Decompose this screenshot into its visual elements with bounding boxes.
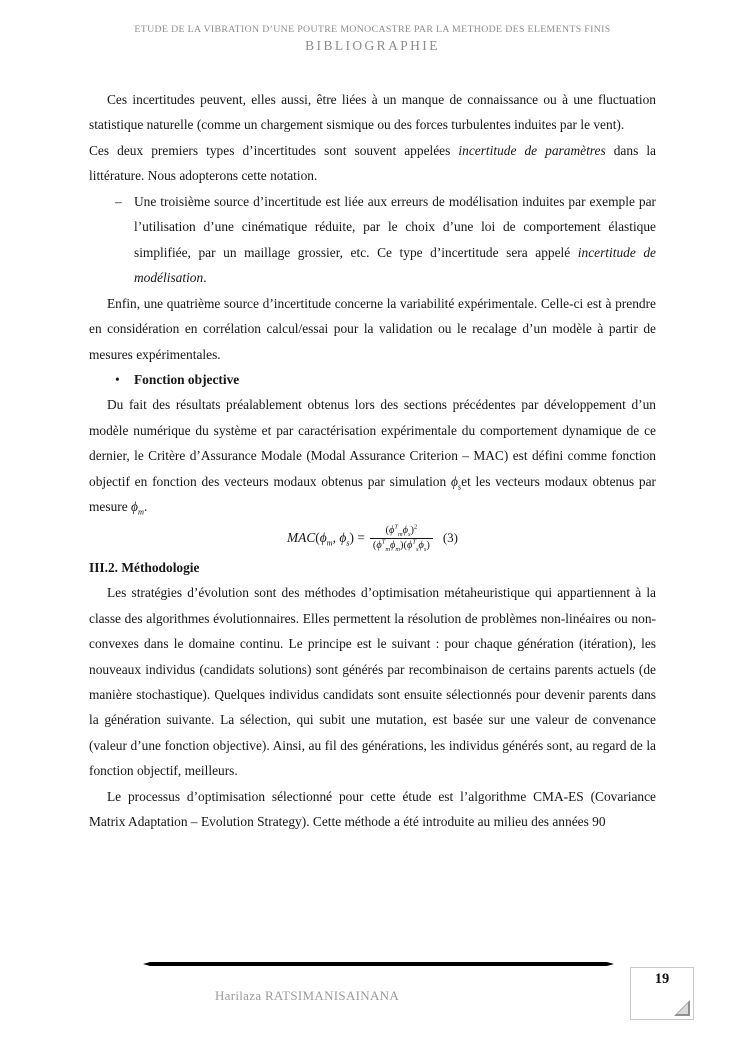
folded-corner-icon xyxy=(674,1000,690,1016)
text-segment: MAC xyxy=(286,530,316,546)
text-segment: ) xyxy=(410,524,414,536)
text-segment: III.2. Méthodologie xyxy=(89,559,200,575)
text-segment: ϕ xyxy=(406,539,413,551)
text-segment: et les vecteurs modaux obtenus par mesure xyxy=(89,473,656,515)
text-segment: ( xyxy=(385,524,389,536)
text-segment: m xyxy=(326,539,333,549)
heading-methodologie xyxy=(89,555,656,580)
para-variabilite-experimentale xyxy=(89,291,656,367)
page-number: 19 xyxy=(654,971,670,987)
text-segment: ) xyxy=(426,539,430,551)
text-segment: ϕ xyxy=(388,524,395,536)
text-segment: ϕ xyxy=(450,473,458,489)
section-header: BIBLIOGRAPHIE xyxy=(305,38,440,53)
fraction-denominator xyxy=(370,538,433,553)
text-segment: m xyxy=(395,545,401,553)
text-segment: ( xyxy=(372,539,377,551)
text-segment: Fonction objective xyxy=(134,371,240,387)
document-body xyxy=(89,87,656,835)
text-segment: ϕ xyxy=(131,499,138,515)
text-segment: ( xyxy=(315,530,320,546)
text-segment: Une troisième source d’incertitude est liée aux erreurs de modélisation induites par exemple par l’utilisation d’une cinématique réduite, par le choix d’une loi de comportement élastique simplifiée, par un maillage grossier, etc. Ce type d’incertitude sera appelé xyxy=(134,193,656,260)
equation-number: (3) xyxy=(442,530,459,546)
page-header xyxy=(0,24,745,54)
text-segment: s xyxy=(457,482,462,492)
dash-item-incertitude-modelisation xyxy=(89,189,656,291)
para-cma-es xyxy=(89,784,656,835)
text-segment: ϕ xyxy=(319,530,327,546)
text-segment: Ces incertitudes peuvent, elles aussi, être liées à un manque de connaissance ou à une fluctuation statistique naturelle (comme un chargement sismique ou des forces turbulentes induites par le vent). xyxy=(89,92,656,133)
text-segment: ϕ xyxy=(418,539,424,551)
equation-mac xyxy=(89,524,656,553)
fraction-numerator xyxy=(383,524,421,538)
text-segment: Les stratégies d’évolution sont des méthodes d’optimisation métaheuristique qui appartiennent à la classe des algorithmes évolutionnaires. Elles permettent la résolution de problèmes non-linéaires ou non-convexes dans le domaine continu. Le principe est le suivant : pour chaque génération (itération), les nouveaux individus (candidats solutions) sont générés par recombinaison de certains parents actuels (de manière stochastique). Quelques individus candidats sont ensuite sélectionnés pour devenir parents dans la génération suivante. La sélection, qui subit une mutation, est basée sur une valeur de convenance (valeur d’une fonction objective). Ainsi, au fil des générations, les individus générés sont, au regard de la fonction objectif, meilleurs. xyxy=(89,585,656,779)
text-segment: ϕ xyxy=(339,530,347,546)
running-title: ETUDE DE LA VIBRATION D’UNE POUTRE MONOCASTRE PAR LA METHODE DES ELEMENTS FINIS xyxy=(134,24,611,35)
text-segment: ) = xyxy=(349,530,365,546)
text-segment: s xyxy=(415,545,419,553)
text-segment: incertitude de modélisation xyxy=(134,244,657,286)
text-segment: s xyxy=(423,545,427,553)
text-segment: s xyxy=(346,539,350,549)
para-strategies-evolution xyxy=(89,580,656,784)
text-segment: Ces deux premiers types d’incertitudes sont souvent appelées xyxy=(89,142,459,158)
text-segment: m xyxy=(385,545,390,553)
list-marker: – xyxy=(115,193,122,209)
text-segment: ϕ xyxy=(390,539,396,551)
equation-lhs xyxy=(287,525,365,550)
text-segment: s xyxy=(408,530,411,538)
text-segment: m xyxy=(137,507,144,517)
text-segment: T xyxy=(412,538,416,546)
text-segment: Le processus d’optimisation sélectionné pour cette étude est l’algorithme CMA-ES (Covariance Matrix Adaptation – Evolution Strategy). Cette méthode a été introduite au milieu des années 90 xyxy=(89,788,656,830)
equation-fraction xyxy=(370,524,433,553)
footer-rule xyxy=(143,962,614,966)
text-segment: . xyxy=(143,499,148,515)
text-segment: incertitude de paramètres xyxy=(458,142,606,158)
text-segment: ϕ xyxy=(376,539,382,551)
bullet-fonction-objective xyxy=(89,367,656,392)
text-segment: T xyxy=(381,538,386,546)
para-incertitude-parametres xyxy=(89,138,656,189)
text-segment: m xyxy=(397,530,403,538)
text-segment: , xyxy=(332,530,340,546)
para-incertitudes-connaissance xyxy=(89,87,656,138)
text-segment: T xyxy=(394,523,398,531)
text-segment: Du fait des résultats préalablement obtenus lors des sections précédentes par développement d’un modèle numérique du système et par caractérisation expérimentale du comportement dynamique de ce dernier, le Critère d’Assurance Modale (Modal Assurance Criterion – MAC) est défini comme fonction objectif en fonction des vecteurs modaux obtenus par simulation xyxy=(89,397,656,489)
text-segment: . xyxy=(203,270,207,286)
text-segment: dans la littérature. Nous adopterons cette notation. xyxy=(89,142,656,184)
page-number-box xyxy=(630,967,694,1020)
text-segment: 2 xyxy=(414,523,418,531)
footer-author: Harilaza RATSIMANISAINANA xyxy=(214,988,400,1003)
text-segment: ϕ xyxy=(402,524,409,536)
text-segment: )( xyxy=(400,539,407,551)
text-segment: Enfin, une quatrième source d’incertitude concerne la variabilité expérimentale. Celle-ci est à prendre en considération en corrélation calcul/essai pour la validation ou le recalage d’un modèle à partir de mesures expérimentales. xyxy=(89,295,656,362)
para-critere-mac xyxy=(89,392,656,519)
list-marker: • xyxy=(115,371,120,387)
